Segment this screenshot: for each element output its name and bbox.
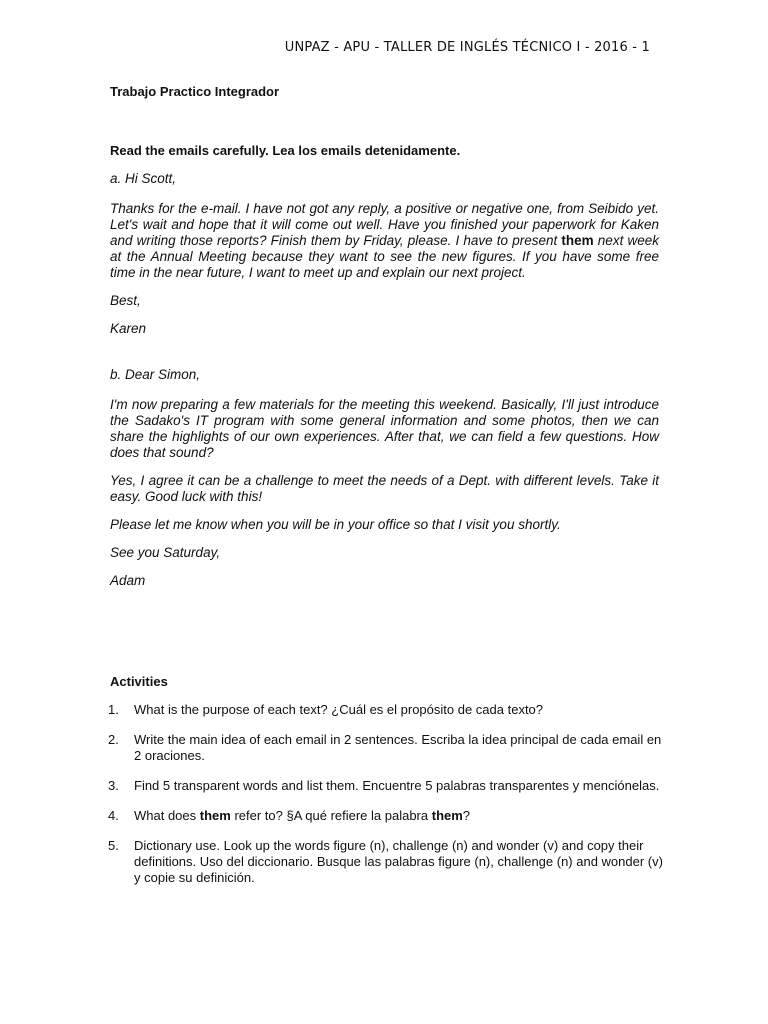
email-b-paragraph-2: Yes, I agree it can be a challenge to meet the needs of a Dept. with different levels. Take it easy. Good luck with this! (110, 473, 659, 504)
document-header: UNPAZ - APU - TALLER DE INGLÉS TÉCNICO I - 2016 - 1 (284, 40, 650, 55)
activity-text: Write the main idea of each email in 2 sentences. Escriba la idea principal de cada email en 2 oraciones. (134, 732, 662, 763)
activities-title: Activities (110, 674, 168, 689)
activity-item (108, 732, 668, 764)
email-a-body-text-1: Thanks for the e-mail. I have not got any reply, a positive or negative one, from Seibido yet. Let's wait and hope that it will come out well. Have you finished your paperwork for Kaken and writing those reports? Finish them by Friday, please. I have to present (110, 201, 659, 248)
activity-number: 2. (108, 732, 119, 747)
activity-text (134, 808, 668, 824)
activity-text: What is the purpose of each text? ¿Cuál es el propósito de cada texto? (134, 702, 544, 717)
activity-item (108, 808, 668, 824)
email-a-body-text-2: next week at the Annual Meeting because they want to see the new figures. If you have some free time in the near future, I want to meet up and explain our next project. (110, 233, 659, 280)
email-a-body (110, 201, 659, 281)
activity-number: 5. (108, 838, 119, 853)
activities-list (108, 702, 668, 900)
activity-text-part: What does (134, 808, 200, 823)
activity-number: 4. (108, 808, 119, 823)
email-b-paragraph-1: I'm now preparing a few materials for the meeting this weekend. Basically, I'll just introduce the Sadako's IT program with some general information and some photos, then we can share the highlights of our own experiences. After that, we can field a few questions. How does that sound? (110, 397, 659, 460)
activity-item (108, 702, 668, 718)
activity-text: Dictionary use. Look up the words figure (n), challenge (n) and wonder (v) and copy their definitions. Uso del diccionario. Busque las palabras figure (n), challenge (n) and wonder (v) y copie su definición. (134, 838, 663, 885)
email-b-greeting: b. Dear Simon, (110, 367, 201, 382)
email-b (110, 367, 659, 589)
email-a-body-bold: them (561, 233, 594, 248)
activity-bold-word: them (431, 808, 463, 823)
activity-number: 3. (108, 778, 119, 793)
email-a-signature: Karen (110, 321, 147, 336)
email-a-closing: Best, (110, 293, 141, 308)
activity-item (108, 838, 668, 886)
email-a (110, 171, 659, 337)
activity-number: 1. (108, 702, 119, 717)
activity-text-part: ? (462, 808, 471, 823)
activity-text-part: refer to? §A qué refiere la palabra (230, 808, 432, 823)
email-b-signature: Adam (110, 573, 146, 588)
activity-item (108, 778, 668, 794)
document-title: Trabajo Practico Integrador (110, 84, 280, 99)
activity-bold-word: them (199, 808, 231, 823)
email-b-paragraph-3: Please let me know when you will be in your office so that I visit you shortly. (110, 517, 561, 532)
email-b-closing: See you Saturday, (110, 545, 221, 560)
activity-text: Find 5 transparent words and list them. Encuentre 5 palabras transparentes y menciónelas. (134, 778, 660, 793)
reading-instruction: Read the emails carefully. Lea los emails detenidamente. (110, 143, 461, 158)
email-a-greeting: a. Hi Scott, (110, 171, 177, 186)
